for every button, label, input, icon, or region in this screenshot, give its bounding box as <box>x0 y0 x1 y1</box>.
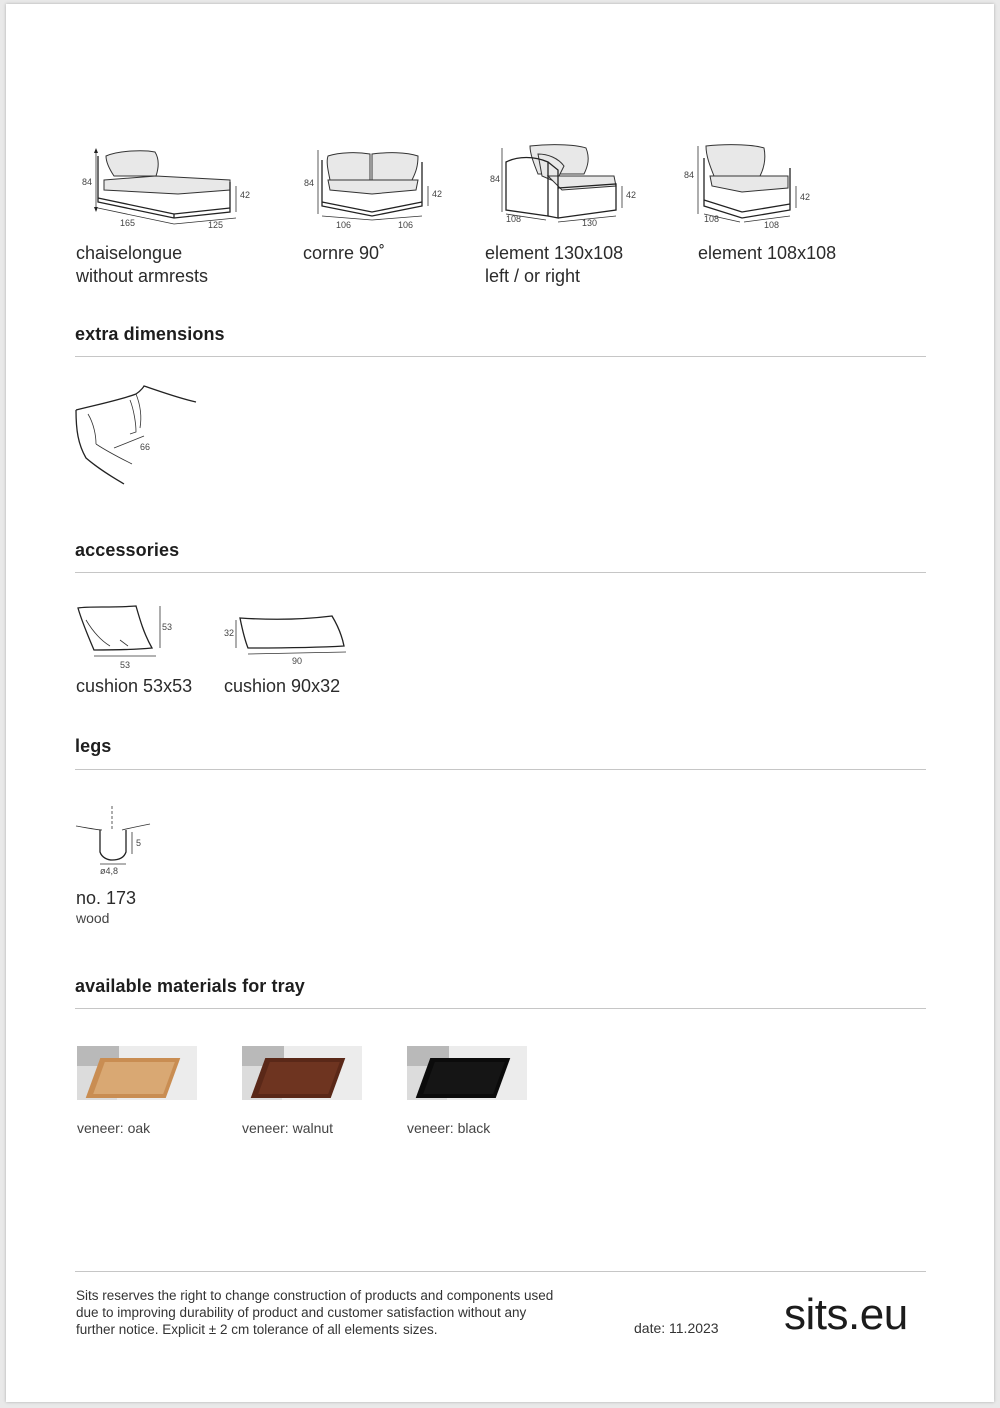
svg-text:108: 108 <box>764 220 780 230</box>
section-title-legs: legs <box>75 736 112 756</box>
element-130x108-drawing <box>478 140 648 232</box>
section-divider <box>75 769 926 770</box>
product-sheet-page <box>6 4 994 1402</box>
tray-label-black: veneer: black <box>407 1120 491 1136</box>
svg-text:84: 84 <box>304 178 315 188</box>
svg-text:125: 125 <box>208 220 224 230</box>
svg-text:66: 66 <box>140 442 151 452</box>
element-label-chaiselongue: chaiselongue without armrests <box>76 243 209 286</box>
svg-text:106: 106 <box>398 220 414 230</box>
corner-drawing <box>296 142 456 232</box>
svg-text:5: 5 <box>136 838 142 848</box>
section-title-extra-dimensions: extra dimensions <box>75 324 225 344</box>
footer-date: date: 11.2023 <box>634 1320 719 1336</box>
footer-disclaimer: Sits reserves the right to change construction of products and components used due to improving durability of product and customer satisfaction without any further notice. Explicit ± 2 cm tolerance of all elements sizes. <box>76 1288 554 1337</box>
svg-text:165: 165 <box>120 218 136 228</box>
svg-text:108: 108 <box>506 214 522 224</box>
footer-divider <box>75 1271 926 1272</box>
section-divider <box>75 1008 926 1009</box>
chaiselongue-drawing <box>70 142 250 232</box>
section-divider <box>75 356 926 357</box>
svg-text:53: 53 <box>162 622 173 632</box>
element-label-130x108: element 130x108 left / or right <box>485 243 624 286</box>
brand-logo: sits.eu <box>784 1290 908 1339</box>
section-title-tray-materials: available materials for tray <box>75 976 305 996</box>
svg-text:106: 106 <box>336 220 352 230</box>
cushion-53-drawing <box>70 600 180 672</box>
svg-text:42: 42 <box>240 190 250 200</box>
section-title-accessories: accessories <box>75 540 180 560</box>
svg-text:108: 108 <box>704 214 720 224</box>
svg-text:42: 42 <box>432 189 443 199</box>
tray-swatch-oak <box>77 1046 197 1100</box>
svg-text:84: 84 <box>82 177 93 187</box>
accessory-label-cushion-53: cushion 53x53 <box>76 676 193 696</box>
element-label-108x108: element 108x108 <box>698 243 837 263</box>
svg-text:42: 42 <box>800 192 811 202</box>
svg-text:84: 84 <box>684 170 695 180</box>
element-label-corner: cornre 90˚ <box>303 243 386 263</box>
svg-text:84: 84 <box>490 174 501 184</box>
svg-text:32: 32 <box>224 628 235 638</box>
tray-swatch-black <box>407 1046 527 1100</box>
leg-name: no. 173 <box>76 888 137 908</box>
svg-text:53: 53 <box>120 660 131 670</box>
tray-swatch-walnut <box>242 1046 362 1100</box>
tray-label-walnut: veneer: walnut <box>242 1120 334 1136</box>
section-divider <box>75 572 926 573</box>
svg-text:90: 90 <box>292 656 303 666</box>
cushion-90-drawing <box>220 608 360 668</box>
extra-dimension-drawing <box>70 380 210 490</box>
leg-material: wood <box>76 910 110 926</box>
svg-text:42: 42 <box>626 190 637 200</box>
svg-text:130: 130 <box>582 218 598 228</box>
svg-text:ø4,8: ø4,8 <box>100 866 119 876</box>
accessory-label-cushion-90: cushion 90x32 <box>224 676 341 696</box>
element-108x108-drawing <box>682 138 832 232</box>
leg-173-drawing <box>70 802 160 878</box>
tray-label-oak: veneer: oak <box>77 1120 151 1136</box>
